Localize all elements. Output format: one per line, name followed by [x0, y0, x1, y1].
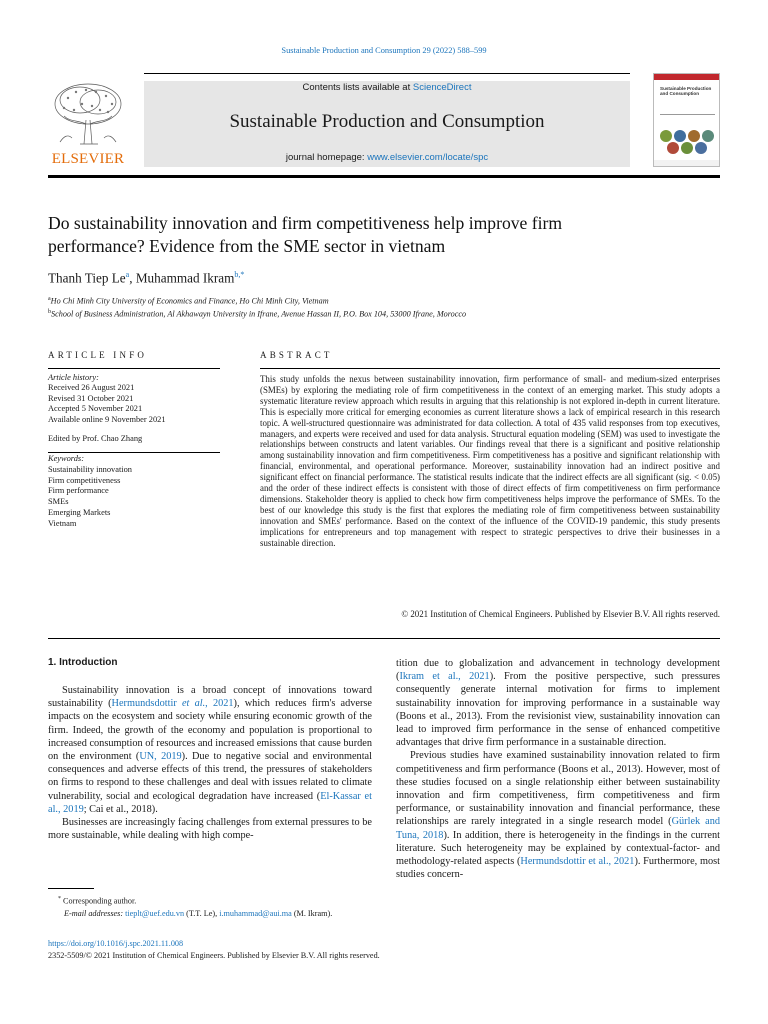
journal-reference[interactable]: Sustainable Production and Consumption 29 (2022) 588–599 — [281, 46, 487, 55]
footnote-asterisk: * — [58, 896, 61, 902]
section-heading-introduction: 1. Introduction — [48, 657, 118, 668]
contents-prefix: Contents lists available at — [302, 82, 413, 93]
homepage-link[interactable]: www.elsevier.com/locate/spc — [367, 152, 489, 163]
keywords — [48, 454, 220, 530]
email-link[interactable]: tieplt@uef.edu.vn — [125, 908, 185, 918]
author-name[interactable]: Thanh Tiep Le — [48, 270, 126, 286]
author-list — [48, 270, 244, 286]
citation-link[interactable]: Hermundsdottir — [111, 698, 182, 710]
affiliation-text: Ho Chi Minh City University of Economics and Finance, Ho Chi Minh City, Vietnam — [50, 296, 329, 306]
affiliation-marker[interactable]: a — [125, 270, 130, 279]
email-label: E-mail addresses: — [64, 908, 124, 918]
affiliation-sup: b — [48, 309, 51, 316]
issn-copyright: 2352-5509/© 2021 Institution of Chemical Engineers. Published by Elsevier B.V. All rights reserved. — [48, 951, 380, 960]
keyword-item: Sustainability innovation — [48, 464, 132, 474]
email-footnote — [48, 908, 378, 920]
keyword-item: Emerging Markets — [48, 507, 111, 517]
citation-link[interactable]: et al. — [181, 698, 206, 710]
journal-cover[interactable] — [653, 73, 720, 167]
body-paragraph — [396, 749, 720, 881]
citation-link[interactable]: Ikram et al., 2021 — [399, 671, 490, 683]
masthead — [144, 81, 630, 167]
body-text: ), which reduces firm's adverse impacts on the ecosystem and society while ensuring economic growth of the firm. Indeed, the growth of the economy and population is proportional to increased consumption of resources and increased emissions that cause burden on the environment ( — [48, 698, 372, 763]
body-text: ). Furthermore, most studies concern- — [396, 856, 720, 881]
body-text: ; Cai et al., 2018). — [83, 803, 158, 815]
citation-link[interactable]: Gürlek and Tuna, 2018 — [396, 816, 720, 841]
body-text: ). In addition, there is heterogeneity in the findings in the current literature. Such heterogeneity may be explained by contextual-factor- and methodology-related aspects ( — [396, 829, 720, 868]
footnotes — [48, 893, 378, 920]
affiliation-line — [48, 307, 466, 320]
citation-link[interactable]: , 2021 — [205, 698, 234, 710]
email-link[interactable]: i.muhammad@aui.ma — [219, 908, 292, 918]
elsevier-tree-icon — [50, 80, 126, 150]
email-owner: (T.T. Le), — [186, 908, 218, 918]
article-history — [48, 373, 220, 425]
article-info-heading: ARTICLE INFO — [48, 350, 148, 360]
affiliations — [48, 294, 466, 320]
masthead-bottom-rule — [48, 175, 720, 178]
author-name[interactable]: Muhammad Ikram — [135, 270, 235, 286]
affiliation-sup: a — [48, 296, 51, 302]
elsevier-wordmark: ELSEVIER — [51, 151, 125, 167]
body-column-left — [48, 684, 372, 842]
keyword-item: Firm competitiveness — [48, 475, 121, 485]
edited-by: Edited by Prof. Chao Zhang — [48, 434, 143, 443]
affiliation-marker[interactable]: b,* — [234, 270, 245, 279]
sciencedirect-link[interactable]: ScienceDirect — [412, 82, 472, 93]
body-paragraph — [48, 684, 372, 816]
body-text: Businesses are increasingly facing challenges from external pressures to be more sustainable, while dealing with high compe- — [48, 817, 372, 842]
history-item: Revised 31 October 2021 — [48, 393, 134, 403]
body-paragraph — [396, 657, 720, 749]
corresponding-text: Corresponding author. — [63, 896, 137, 906]
elsevier-logo[interactable] — [48, 80, 128, 168]
history-label: Article history: — [48, 373, 99, 382]
citation-link[interactable]: UN, 2019 — [139, 751, 182, 763]
citation-link[interactable]: El-Kassar et al., 2019 — [48, 790, 372, 815]
homepage-prefix: journal homepage: — [285, 152, 368, 163]
abstract-copyright: © 2021 Institution of Chemical Engineers. Published by Elsevier B.V. All rights reserved. — [401, 609, 720, 619]
article-info-rule — [48, 368, 220, 369]
abstract-bottom-rule — [48, 638, 720, 639]
history-item: Available online 9 November 2021 — [48, 414, 166, 424]
body-column-right — [396, 657, 720, 881]
body-text: Sustainability innovation is a broad concept of innovations toward sustainability ( — [48, 685, 372, 710]
affiliation-text: School of Business Administration, Al Akhawayn University in Ifrane, Avenue Hassan II, P.O. Box 104, 53000 Ifrane, Morocco — [51, 309, 467, 319]
masthead-top-rule — [144, 73, 630, 74]
author-separator: , — [129, 270, 136, 286]
affiliation-line — [48, 294, 466, 307]
footnote-rule — [48, 888, 94, 889]
abstract-text: This study unfolds the nexus between sustainability innovation, firm performance of small- and medium-sized enterprises (SMEs) by exploring the mediating role of firm competitiveness in the context of an emerging market. This study adopts a systematic literature review approach which results in arguing that this relationship is not explored in-depth in current literature. This is especially more critical for emerging economies as current literature shows a lack of empirical research in this research topic. A well-structured questionnaire was administrated for data collection. A total of 435 valid responses from top executives, managers, and experts were received and used for data analysis. Structural equation modeling (SEM) was used to investigate the relationships between constructs and latent variables. Our findings reveal that there is a significant and positive relationship among sustainability innovation and firm competitiveness. Firm competitiveness has a positive and significant relationship with financial, environmental, and operational performance. Moreover, sustainability innovation had an indirect positive and significant effect on financial performance. The statistical results indicate that the indirect effects are all significant (sig. < 0.05) and the order of these indirect effects is consistent with those of direct effects of firm competitiveness on firm performance dimensions. Stakeholder theory is applied to check how firm competitiveness helps improve the performance of SMEs. To the best of our knowledge this study is the first that explores the mediating role of firm competitiveness between sustainability innovation and SMEs' performance. Based on the context of the influence of the COVID-19 pandemic, this study presents implications for entrepreneurs and top management with respect to strategic perspectives to drive their businesses in a sustainable direction. — [260, 374, 720, 548]
journal-name: Sustainable Production and Consumption — [229, 111, 545, 132]
history-item: Received 26 August 2021 — [48, 383, 135, 393]
keywords-label: Keywords: — [48, 454, 84, 463]
corresponding-footnote — [48, 893, 378, 908]
abstract-heading: ABSTRACT — [260, 350, 333, 360]
keyword-item: Firm performance — [48, 486, 109, 496]
body-text: ). Due to negative social and environmental consequences and adverse effects of this trend, the pressures of stakeholders on firms to respond to these challenges and deal with issues related to climate vulnerability, social and ecological degradation have increased ( — [48, 751, 372, 802]
email-owner: (M. Ikram). — [293, 908, 333, 918]
doi-link[interactable]: https://doi.org/10.1016/j.spc.2021.11.008 — [48, 939, 184, 948]
body-text: ). From the positive perspective, such pressures consequently generate internal motivation for firms to implement sustainability innovation for improving performance in a sustainable way (Boons et al., 2013). From the revisionist view, sustainability innovation can lead to improved firm performance in the sense of enhanced competitive advantages that drive firm performance in a sustainable direction. — [396, 671, 720, 749]
contents-available-line — [144, 82, 630, 93]
journal-homepage-line — [144, 152, 630, 163]
cover-title: Sustainable Production and Consumption — [660, 86, 712, 97]
body-text: Previous studies have examined sustainability innovation related to firm competitiveness and firm performance (Boons et al., 2013). However, most of these studies focused on a single relationship either between sustainability innovation and firm competitiveness, firm competitiveness and firm performance, or sustainability innovation and financial performance, these relationships are rarely integrated in a single research model ( — [396, 750, 720, 828]
body-paragraph — [48, 816, 372, 842]
keyword-item: Vietnam — [48, 518, 77, 528]
abstract-rule — [260, 368, 720, 369]
citation-link[interactable]: Hermundsdottir et al., 2021 — [520, 856, 635, 868]
keyword-item: SMEs — [48, 497, 69, 507]
keywords-rule — [48, 452, 220, 453]
body-text: tition due to globalization and advancement in technology development ( — [396, 658, 720, 683]
history-item: Accepted 5 November 2021 — [48, 404, 143, 414]
article-title: Do sustainability innovation and firm competitiveness help improve firm performance? Evidence from the SME sector in vietnam — [48, 213, 563, 256]
